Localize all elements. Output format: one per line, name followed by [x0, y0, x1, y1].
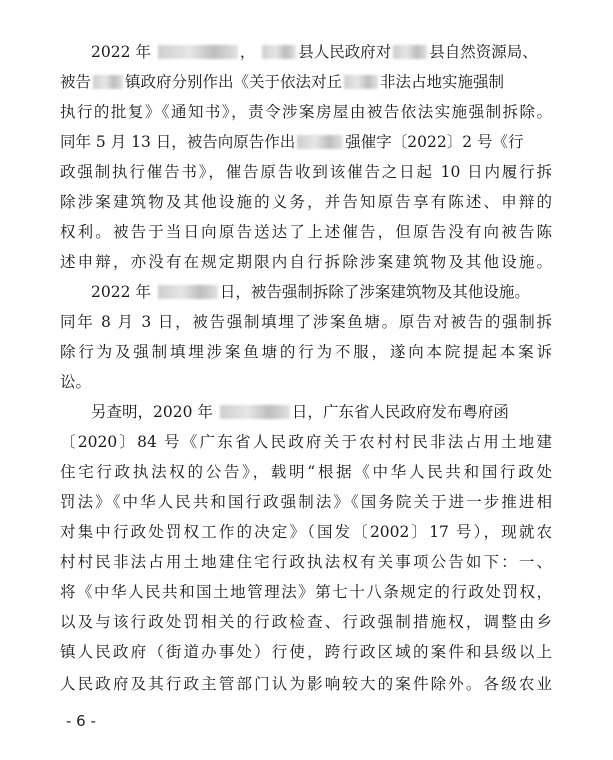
redacted-date [158, 285, 218, 299]
p3-line-3: 住宅行政执法权的公告》，载明“根据《中华人民共和国行政处 [60, 463, 552, 481]
p1-line-1-end: 县自然资源局、 [429, 43, 538, 61]
p1-year: 2022 年 [91, 43, 151, 61]
p2-line-2: 同年 8 月 3 日，被告强制填埋了涉案鱼塘。原告对被告的强制拆 [60, 313, 552, 331]
page-number: - 6 - [66, 712, 96, 730]
p1-line-5: 政强制执行催告书》，催告原告收到该催告之日起 10 日内履行拆 [60, 163, 552, 181]
redacted-date [158, 45, 238, 59]
p2-line-3: 除行为及强制填埋涉案鱼塘的行为不服，遂向本院提起本案诉 [60, 343, 552, 361]
p3-line-10: 人民政府及其行政主管部门认为影响较大的案件除外。各级农业 [60, 675, 552, 693]
p1-line-1-mid: 县人民政府对 [298, 43, 392, 61]
p1-line-2-mid: 镇政府分别作出《关于依法对丘 [125, 73, 343, 91]
p3-line-6: 村村民非法占用土地建住宅行政执法权有关事项公告如下：一、 [60, 553, 552, 571]
p3-line-2: 〔2020〕84 号《广东省人民政府关于农村村民非法占用土地建 [60, 433, 552, 451]
redacted-town [93, 75, 123, 89]
p3-line-1-start: 另查明，2020 年 [91, 403, 213, 421]
redacted-doc-prefix [297, 135, 343, 149]
p1-line-6: 除涉案建筑物及其他设施的义务，并告知原告享有陈述、申辩的 [60, 193, 552, 211]
p3-line-4: 罚法》《中华人民共和国行政强制法》《国务院关于进一步推进相 [60, 493, 552, 511]
p1-line-2-end: 非法占地实施强制 [380, 73, 505, 91]
p3-line-7: 将《中华人民共和国土地管理法》第七十八条规定的行政处罚权， [60, 583, 552, 601]
redacted-county [262, 45, 296, 59]
p1-line-2 [60, 72, 552, 92]
p1-line-4-start: 同年 5 月 13 日，被告向原告作出 [60, 133, 296, 151]
p1-line-4-end: 强催字〔2022〕2 号《行 [345, 133, 524, 151]
p1-line-2-start: 被告 [60, 73, 92, 91]
redacted-date [220, 405, 290, 419]
p2-line-1 [91, 282, 552, 302]
p3-line-8: 以及与该行政处罚相关的行政检查、行政强制措施权，调整由乡 [60, 613, 552, 631]
p2-year: 2022 年 [91, 283, 151, 301]
p3-line-9: 镇人民政府（街道办事处）行使，跨行政区域的案件和县级以上 [60, 643, 552, 661]
p3-line-1 [91, 402, 552, 422]
redacted-name [344, 75, 378, 89]
p1-line-7: 权利。被告于当日向原告送达了上述催告，但原告没有向被告陈 [60, 223, 552, 241]
p2-line-1-end: 日，被告强制拆除了涉案建筑物及其他设施。 [219, 283, 530, 301]
p1-line-4 [60, 132, 552, 152]
p1-line-8: 述申辩，亦没有在规定期限内自行拆除涉案建筑物及其他设施。 [60, 253, 552, 271]
p3-line-1-end: 日，广东省人民政府发布粤府函 [291, 403, 509, 421]
redacted-county-2 [393, 45, 427, 59]
p1-line-1: 2022 年 ， 县人民政府对 县自然资源局、 [91, 43, 538, 61]
p2-line-4: 讼。 [60, 373, 92, 391]
p1-line-3: 执行的批复》《通知书》，责令涉案房屋由被告依法实施强制拆除。 [60, 103, 552, 121]
p3-line-5: 对集中行政处罚权工作的决定》（国发〔2002〕17 号），现就农 [60, 523, 552, 541]
